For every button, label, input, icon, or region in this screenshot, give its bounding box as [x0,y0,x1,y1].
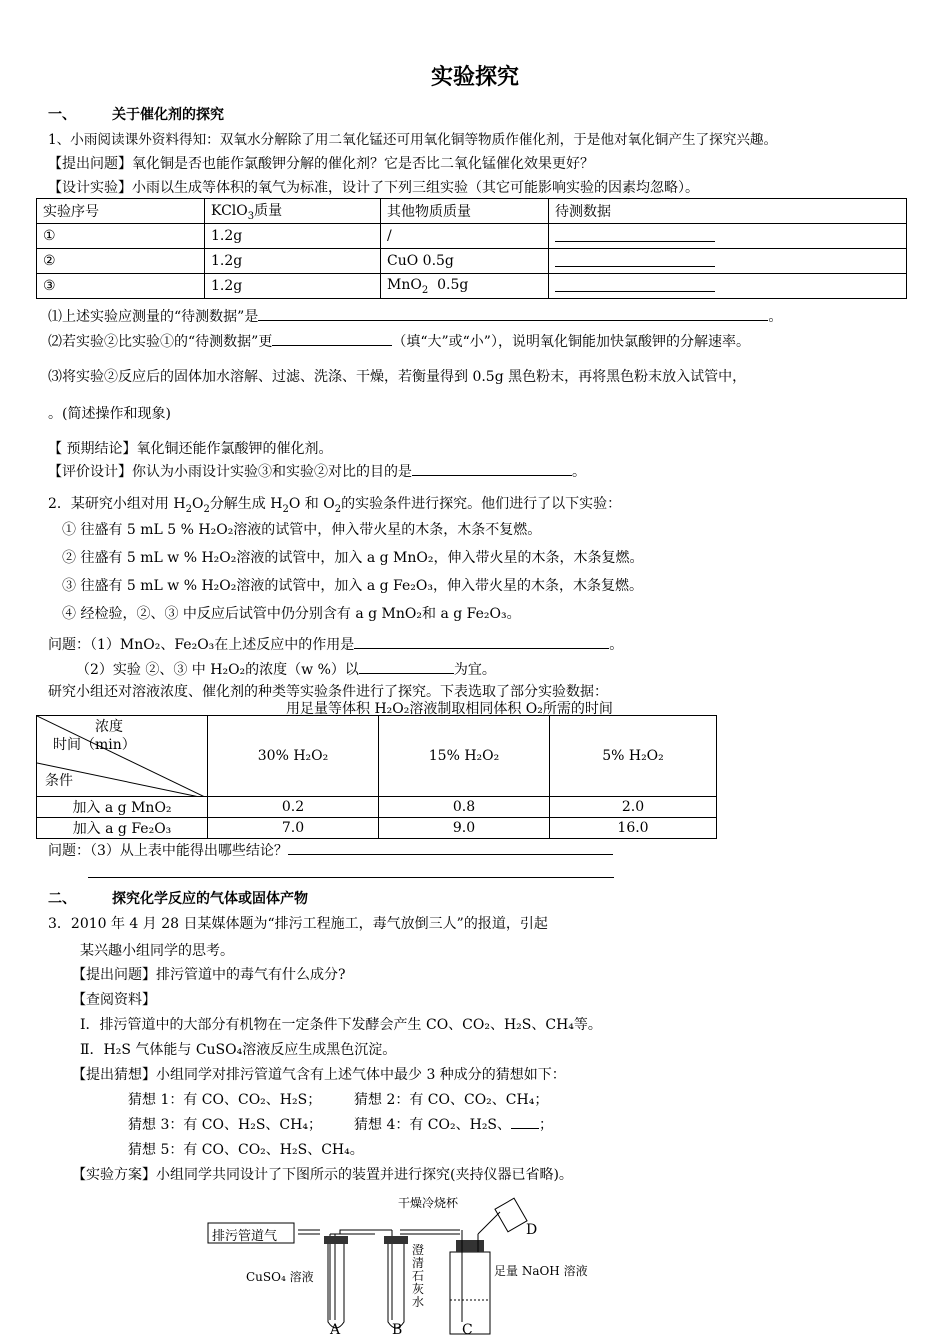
answer-blank[interactable] [511,1114,539,1129]
column-header: 15% H₂O₂ [379,716,550,797]
q3-guess-1: 猜想 1：有 CO、CO₂、H₂S； [128,1092,322,1108]
answer-blank[interactable] [288,840,613,855]
q1-conclusion: 【 预期结论】氧化铜还能作氯酸钾的催化剂。 [48,441,333,457]
answer-blank[interactable] [272,331,392,346]
table-cell: 2.0 [550,797,717,818]
answer-blank[interactable] [549,224,907,249]
table-cell: 7.0 [208,818,379,839]
table-row [37,224,907,249]
table-row [37,249,907,274]
q3-guess-5: 猜想 5：有 CO、CO₂、H₂S、CH₄。 [128,1142,364,1158]
q3-plan: 【实验方案】小组同学共同设计了下图所示的装置并进行探究(夹持仪器已省略)。 [72,1167,573,1183]
section-1-number: 一、 [48,107,76,123]
fig-label-beaker: 干燥冷烧杯 [398,1196,459,1210]
q3-info-1: I．排污管道中的大部分有机物在一定条件下发酵会产生 CO、CO₂、H₂S、CH₄等。 [80,1017,602,1033]
cell-mass: 1.2g [205,224,381,249]
q2-step-1: ① 往盛有 5 mL 5 % H₂O₂溶液的试管中，伸入带火星的木条，木条不复燃。 [62,522,542,538]
corner-time: 时间（min） [53,737,136,753]
table-header-row [37,716,717,797]
fig-label-a: A [330,1322,341,1338]
q1-design: 【设计实验】小雨以生成等体积的氧气为标准，设计了下列三组实验（其它可能影响实验的因素均忽略）。 [48,180,699,196]
corner-concentration: 浓度 [95,719,123,735]
q1-evaluation: 【评价设计】你认为小雨设计实验③和实验②对比的目的是 。 [48,461,586,481]
q1-sub2: ⑵若实验②比实验①的“待测数据”更 （填“大”或“小”），说明氧化铜能加快氯酸钾的分解速率。 [48,331,750,351]
q1-sub1: ⑴上述实验应测量的“待测数据”是 。 [48,306,782,326]
answer-blank[interactable] [354,634,609,649]
cell-no: ③ [37,274,205,299]
cell-other: / [381,224,549,249]
q3-guess-2: 猜想 2：有 CO、CO₂、CH₄； [354,1092,549,1108]
corner-condition: 条件 [45,773,73,789]
corner-cell [37,716,208,797]
q3-problem: 【提出问题】排污管道中的毒气有什么成分? [72,967,346,983]
q1-experiment-table [36,198,907,299]
table-row [37,797,717,818]
q2-data-table [36,715,717,839]
header-cell: 其他物质质量 [381,199,549,224]
page-title: 实验探究 [430,64,519,90]
answer-blank[interactable] [88,863,614,882]
column-header: 5% H₂O₂ [550,716,717,797]
fig-label-c: C [462,1322,473,1338]
cell-mass: 1.2g [205,249,381,274]
q2-step-3: ③ 往盛有 5 mL w % H₂O₂溶液的试管中，加入 a g Fe₂O₃，伸入带火星的木条，木条复燃。 [62,578,643,594]
q2-step-4: ④ 经检验，②、③ 中反应后试管中仍分别含有 a g MnO₂和 a g Fe₂O₃。 [62,606,521,622]
table-cell: 0.8 [379,797,550,818]
answer-blank[interactable] [258,306,768,321]
table-cell: 16.0 [550,818,717,839]
q2-question-3: 问题：（3）从上表中能得出哪些结论？ [48,840,613,860]
table-cell: 0.2 [208,797,379,818]
answer-blank[interactable] [549,249,907,274]
q1-intro: 1、小雨阅读课外资料得知：双氧水分解除了用二氧化锰还可用氧化铜等物质作催化剂，于是他对氧化铜产生了探究兴趣。 [48,132,778,148]
q1-problem: 【提出问题】氧化铜是否也能作氯酸钾分解的催化剂？它是否比二氧化锰催化效果更好？ [48,156,594,172]
q2-question-2: （2）实验 ②、③ 中 H₂O₂的浓度（w %）以 为宜。 [76,659,496,679]
header-cell: 待测数据 [549,199,907,224]
cell-mass: 1.2g [205,274,381,299]
q2-more: 研究小组还对溶液浓度、催化剂的种类等实验条件进行了探究。下表选取了部分实验数据： [48,684,608,700]
section-2-number: 二、 [48,891,76,907]
cell-no: ① [37,224,205,249]
column-header: 30% H₂O₂ [208,716,379,797]
header-cell: 实验序号 [37,199,205,224]
answer-blank[interactable] [412,461,572,476]
fig-label-d: D [526,1222,538,1238]
q3-intro-1: 3．2010 年 4 月 28 日某媒体题为“排污工程施工，毒气放倒三人”的报道，引起 [48,916,548,932]
table-row [37,818,717,839]
section-2-heading: 探究化学反应的气体或固体产物 [112,891,308,907]
q3-lookup: 【查阅资料】 [72,992,156,1008]
q3-guess: 【提出猜想】小组同学对排污管道气含有上述气体中最少 3 种成分的猜想如下： [72,1067,566,1083]
q3-info-2: Ⅱ．H₂S 气体能与 CuSO₄溶液反应生成黑色沉淀。 [80,1042,397,1058]
q3-guess-4: 猜想 4：有 CO₂、H₂S、 ； [354,1114,553,1134]
answer-blank[interactable] [549,274,907,299]
q1-sub3-end: 。(简述操作和现象) [48,406,171,422]
q2-intro: 2．某研究小组对用 $H_2O_2$分解生成 $H_2O$ 和 $O_2$的实验条件进行探究。他们进行了以下实验： [48,496,622,515]
fig-label-cuso4: CuSO₄ 溶液 [246,1270,314,1284]
row-label: 加入 a g MnO₂ [37,797,208,818]
q1-sub3: ⑶将实验②反应后的固体加水溶解、过滤、洗涤、干燥，若衡量得到 0.5g 黑色粉末，再将黑色粉末放入试管中， [48,369,747,385]
answer-blank[interactable] [359,659,454,674]
section-1-heading: 关于催化剂的探究 [112,107,224,123]
q3-intro-2: 某兴趣小组同学的思考。 [80,943,234,959]
table-cell: 9.0 [379,818,550,839]
q3-guess-3: 猜想 3：有 CO、H₂S、CH₄； [128,1117,322,1133]
q2-step-2: ② 往盛有 5 mL w % H₂O₂溶液的试管中，加入 a g MnO₂，伸入带火星的木条，木条复燃。 [62,550,644,566]
fig-label-limewater: 澄 清 石 灰 水 [412,1243,425,1309]
header-cell: KClO$_3$质量 [205,199,381,224]
apparatus-figure [200,1192,600,1342]
q2-table-caption: 用足量等体积 H₂O₂溶液制取相同体积 O₂所需的时间 [286,701,613,717]
cell-other: MnO$_2$ 0.5g [381,274,549,299]
cell-other: CuO 0.5g [381,249,549,274]
table-header-row [37,199,907,224]
fig-label-naoh: 足量 NaOH 溶液 [494,1264,588,1278]
q2-question-1: 问题：（1）MnO₂、Fe₂O₃在上述反应中的作用是 。 [48,634,623,654]
cell-no: ② [37,249,205,274]
fig-label-gas: 排污管道气 [212,1229,278,1244]
row-label: 加入 a g Fe₂O₃ [37,818,208,839]
table-row [37,274,907,299]
fig-label-b: B [392,1322,403,1338]
